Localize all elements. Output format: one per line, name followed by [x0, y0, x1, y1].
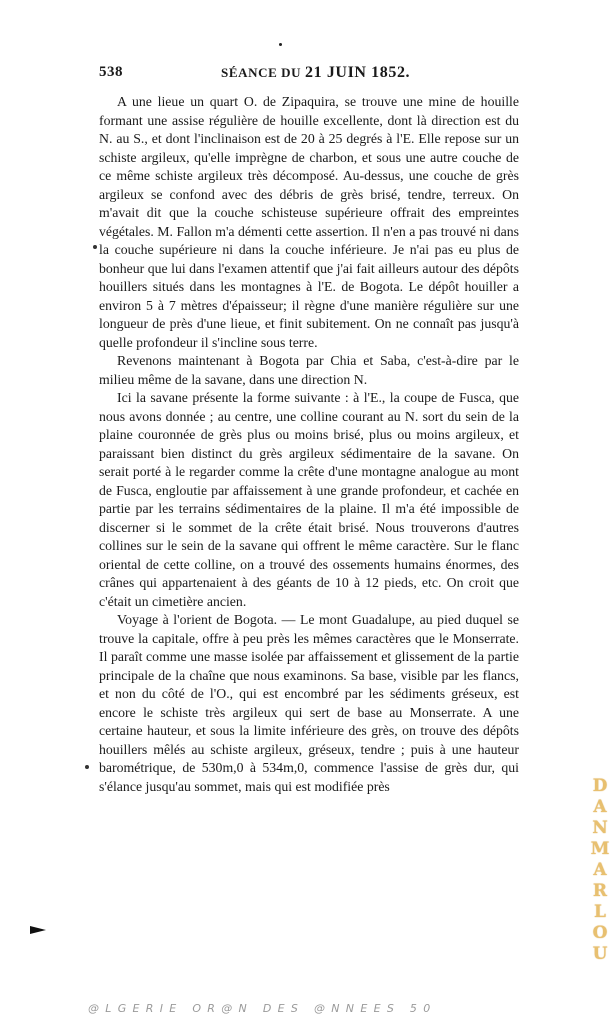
margin-dot — [85, 765, 89, 769]
page-header — [99, 64, 513, 86]
running-head-prefix: SÉANCE DU — [221, 65, 306, 80]
paragraph-revenons: Revenons maintenant à Bogota par Chia et Saba, c'est-à-dire par le milieu même de la savane, dans une direction N. — [99, 353, 519, 387]
pointer-icon — [30, 926, 46, 934]
running-head-date: 21 JUIN 1852. — [305, 64, 411, 81]
speck-mark — [279, 43, 282, 46]
paragraph-savane: Ici la savane présente la forme suivante : à l'E., la coupe de Fusca, que nous avons donnée ; au centre, une colline courant au N. sort du sein de la plaine couronnée de grès plus ou moins brisé, plus ou moins argileux, et paraissant bien distinct du grès argileux sédimentaire de la savane. On serait porté à le regarder comme la crête d'une montagne analogue au mont de Fusca, engloutie par affaissement à une grande profondeur, et cachée en partie par les terrains sédimentaires de la plaine. Il m'a été impossible de discerner si le sommet de la crête était brisé. Nous trouverons d'autres collines sur le sein de la savane qui offrent le même caractère. Sur le flanc oriental de cette colline, on a trouvé des ossements humains énormes, des crânes qui appartenaient à des géants de 10 à 12 pieds, etc. On croit que c'était un cimetière ancien. — [99, 390, 519, 609]
running-head — [221, 64, 410, 82]
body-text — [99, 93, 519, 796]
paragraph-voyage-orient: Voyage à l'orient de Bogota. — Le mont Guadalupe, au pied duquel se trouve la capitale, offre à peu près les mêmes caractères que le Monserrate. Il paraît comme une masse isolée par affaissement et glissement de la partie principale de la chaîne que nous examinons. Sa base, visible par les flancs, et non du côté de l'O., qui est encombré par les sédiments gréseux, est encore le schiste très argileux qui sert de base au Monserrate. A une certaine hauteur, et sous la limite inférieure des grès, on trouve des dépôts houillers mêlés au schiste argileux, gréseux, tendre ; puis à une hauteur barométrique, de 530m,0 à 534m,0, commence l'assise de grès dur, qui s'élance jusqu'au sommet, mais qui est modifiée près — [99, 612, 519, 794]
vertical-watermark: DANMARLOU — [590, 776, 610, 965]
page-number: 538 — [99, 64, 123, 80]
footer-watermark: @LGERIE OR@N DES @NNEES 50 — [88, 1002, 437, 1015]
margin-dot — [93, 245, 97, 249]
paragraph-zipaquira: A une lieue un quart O. de Zipaquira, se trouve une mine de houille formant une assise régulière de houille excellente, dont là direction est du N. au S., et dont l'inclinaison est de 20 à 25 degrés à l'E. Elle repose sur un schiste argileux, qu'elle imprègne de charbon, et sous une autre couche de ce même schiste argileux très décomposé. Au-dessus, une couche de grès argileux se confond avec des débris de grès brisé, tendre, terreux. On m'avait dit que la couche schisteuse supérieure offrait des empreintes végétales. M. Fallon m'a démenti cette assertion. Il n'en a pas trouvé ni dans la couche supérieure ni dans la couche inférieure. Je n'ai pas eu plus de bonheur que lui dans l'examen attentif que j'ai fait ailleurs autour des dépôts houillers situés dans les montagnes à l'E. de Bogota. Le dépôt houiller a environ 5 à 7 mètres d'épaisseur; il règne d'une manière régulière sur une longueur de près d'une lieue, et finit subitement. On ne connaît pas jusqu'à quelle profondeur il s'incline sous terre. — [99, 94, 519, 350]
